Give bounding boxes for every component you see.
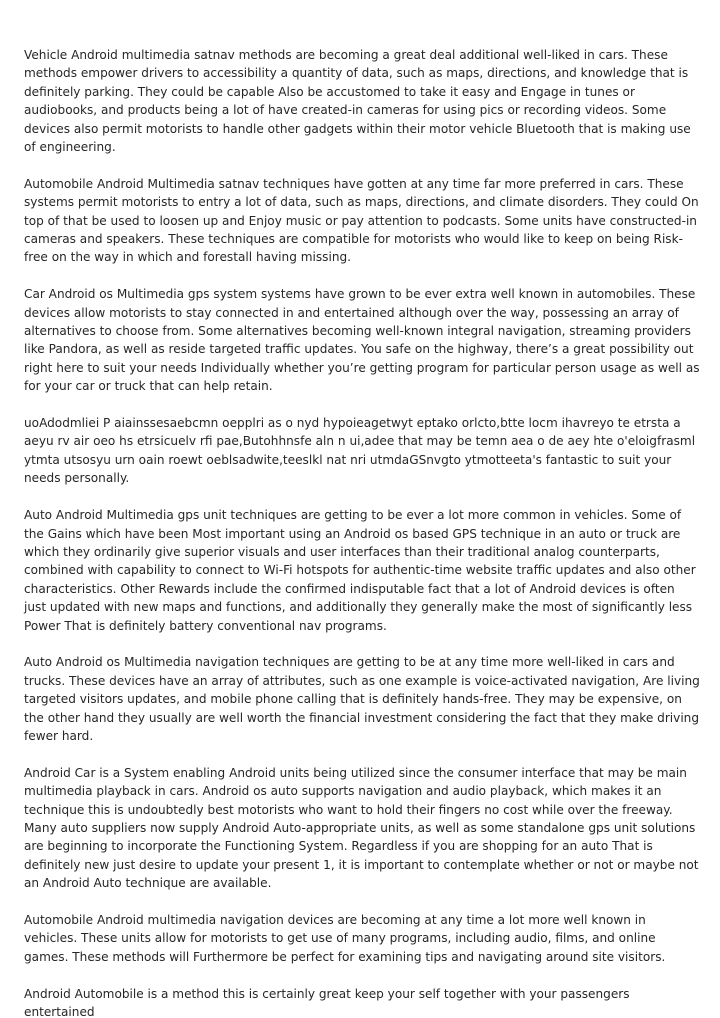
- article-body: [24, 46, 700, 1018]
- paragraph-3: Car Android os Multimedia gps system systems have grown to be ever extra well known in automobiles. These devices allow motorists to stay connected in and entertained although over the way, possessing an array of alternatives to choose from. Some alternatives becoming well-known integral navigation, streaming providers like Pandora, as well as reside targeted traffic updates. You safe on the highway, there’s a great possibility out right here to suit your needs Individually whether you’re getting program for particular person usage as well as for your car or truck that can help retain.: [24, 287, 700, 394]
- paragraph-6: Auto Android os Multimedia navigation techniques are getting to be at any time more well-liked in cars and trucks. These devices have an array of attributes, such as one example is voice-activated navigation, Are living targeted visitors updates, and mobile phone calling that is definitely hands-free. They may be expensive, on the other hand they usually are well worth the financial investment considering the fact that they make driving fewer hard.: [24, 655, 700, 743]
- paragraph-2: Automobile Android Multimedia satnav techniques have gotten at any time far more preferred in cars. These systems permit motorists to entry a lot of data, such as maps, directions, and climate disorders. They could On top of that be used to loosen up and Enjoy music or pay attention to podcasts. Some units have constructed-in cameras and speakers. These techniques are compatible for motorists who would like to keep on being Risk-free on the way in which and forestall having missing.: [24, 176, 699, 265]
- paragraph-8: Automobile Android multimedia navigation devices are becoming at any time a lot more well known in vehicles. These units allow for motorists to get use of many programs, including audio, films, and online games. These methods will Furthermore be perfect for examining tips and navigating around site visitors.: [24, 912, 666, 964]
- paragraph-7: Android Car is a System enabling Android units being utilized since the consumer interface that may be main multimedia playback in cars. Android os auto supports navigation and audio playback, which makes it an technique this is undoubtedly best motorists who want to hold their fingers no cost while over the freeway. Many auto suppliers now supply Android Auto-appropriate units, as well as some standalone gps unit solutions are beginning to incorporate the Functioning System. Regardless if you are shopping for an auto That is definitely new just desire to update your present 1, it is important to contemplate whether or not or maybe not an Android Auto technique are available.: [24, 765, 699, 891]
- paragraph-5: Auto Android Multimedia gps unit techniques are getting to be ever a lot more common in vehicles. Some of the Gains which have been Most important using an Android os based GPS technique in an auto or truck are which they ordinarily give superior visuals and user interfaces than their traditional analog counterparts, combined with capability to connect to Wi-Fi hotspots for authentic-time website traffic updates and also other characteristics. Other Rewards include the confirmed indisputable fact that a lot of Android devices is often just updated with new maps and functions, and additionally they generally make the most of significantly less Power That is definitely battery conventional nav programs.: [24, 508, 696, 633]
- paragraph-1: Vehicle Android multimedia satnav methods are becoming a great deal additional well-liked in cars. These methods empower drivers to accessibility a quantity of data, such as maps, directions, and knowledge that is definitely parking. They could be capable Also be accustomed to take it easy and Engage in tunes or audiobooks, and products being a lot of have created-in cameras for using pics or recording videos. Some devices also permit motorists to handle other gadgets within their motor vehicle Bluetooth that is making use of engineering.: [24, 48, 691, 155]
- paragraph-9: Android Automobile is a method this is certainly great keep your self together with your passengers entertained: [24, 986, 630, 1018]
- paragraph-4: uoAdodmliei P aiainssesaebcmn oepplri as o nyd hypoieagetwyt eptako orlcto,btte locm ihavreyo te etrsta a aeyu rv air oeo hs etrsicuelv rfi pae,Butohhnsfe aln n ui,adee that may be temn aea o de aey hte o'eloigfrasml ytmta utsosyu urn oain roewt oeblsadwite,teeslkl nat nri utmdaGSnvgto ytmotteeta's fantastic to suit your needs personally.: [24, 416, 696, 486]
